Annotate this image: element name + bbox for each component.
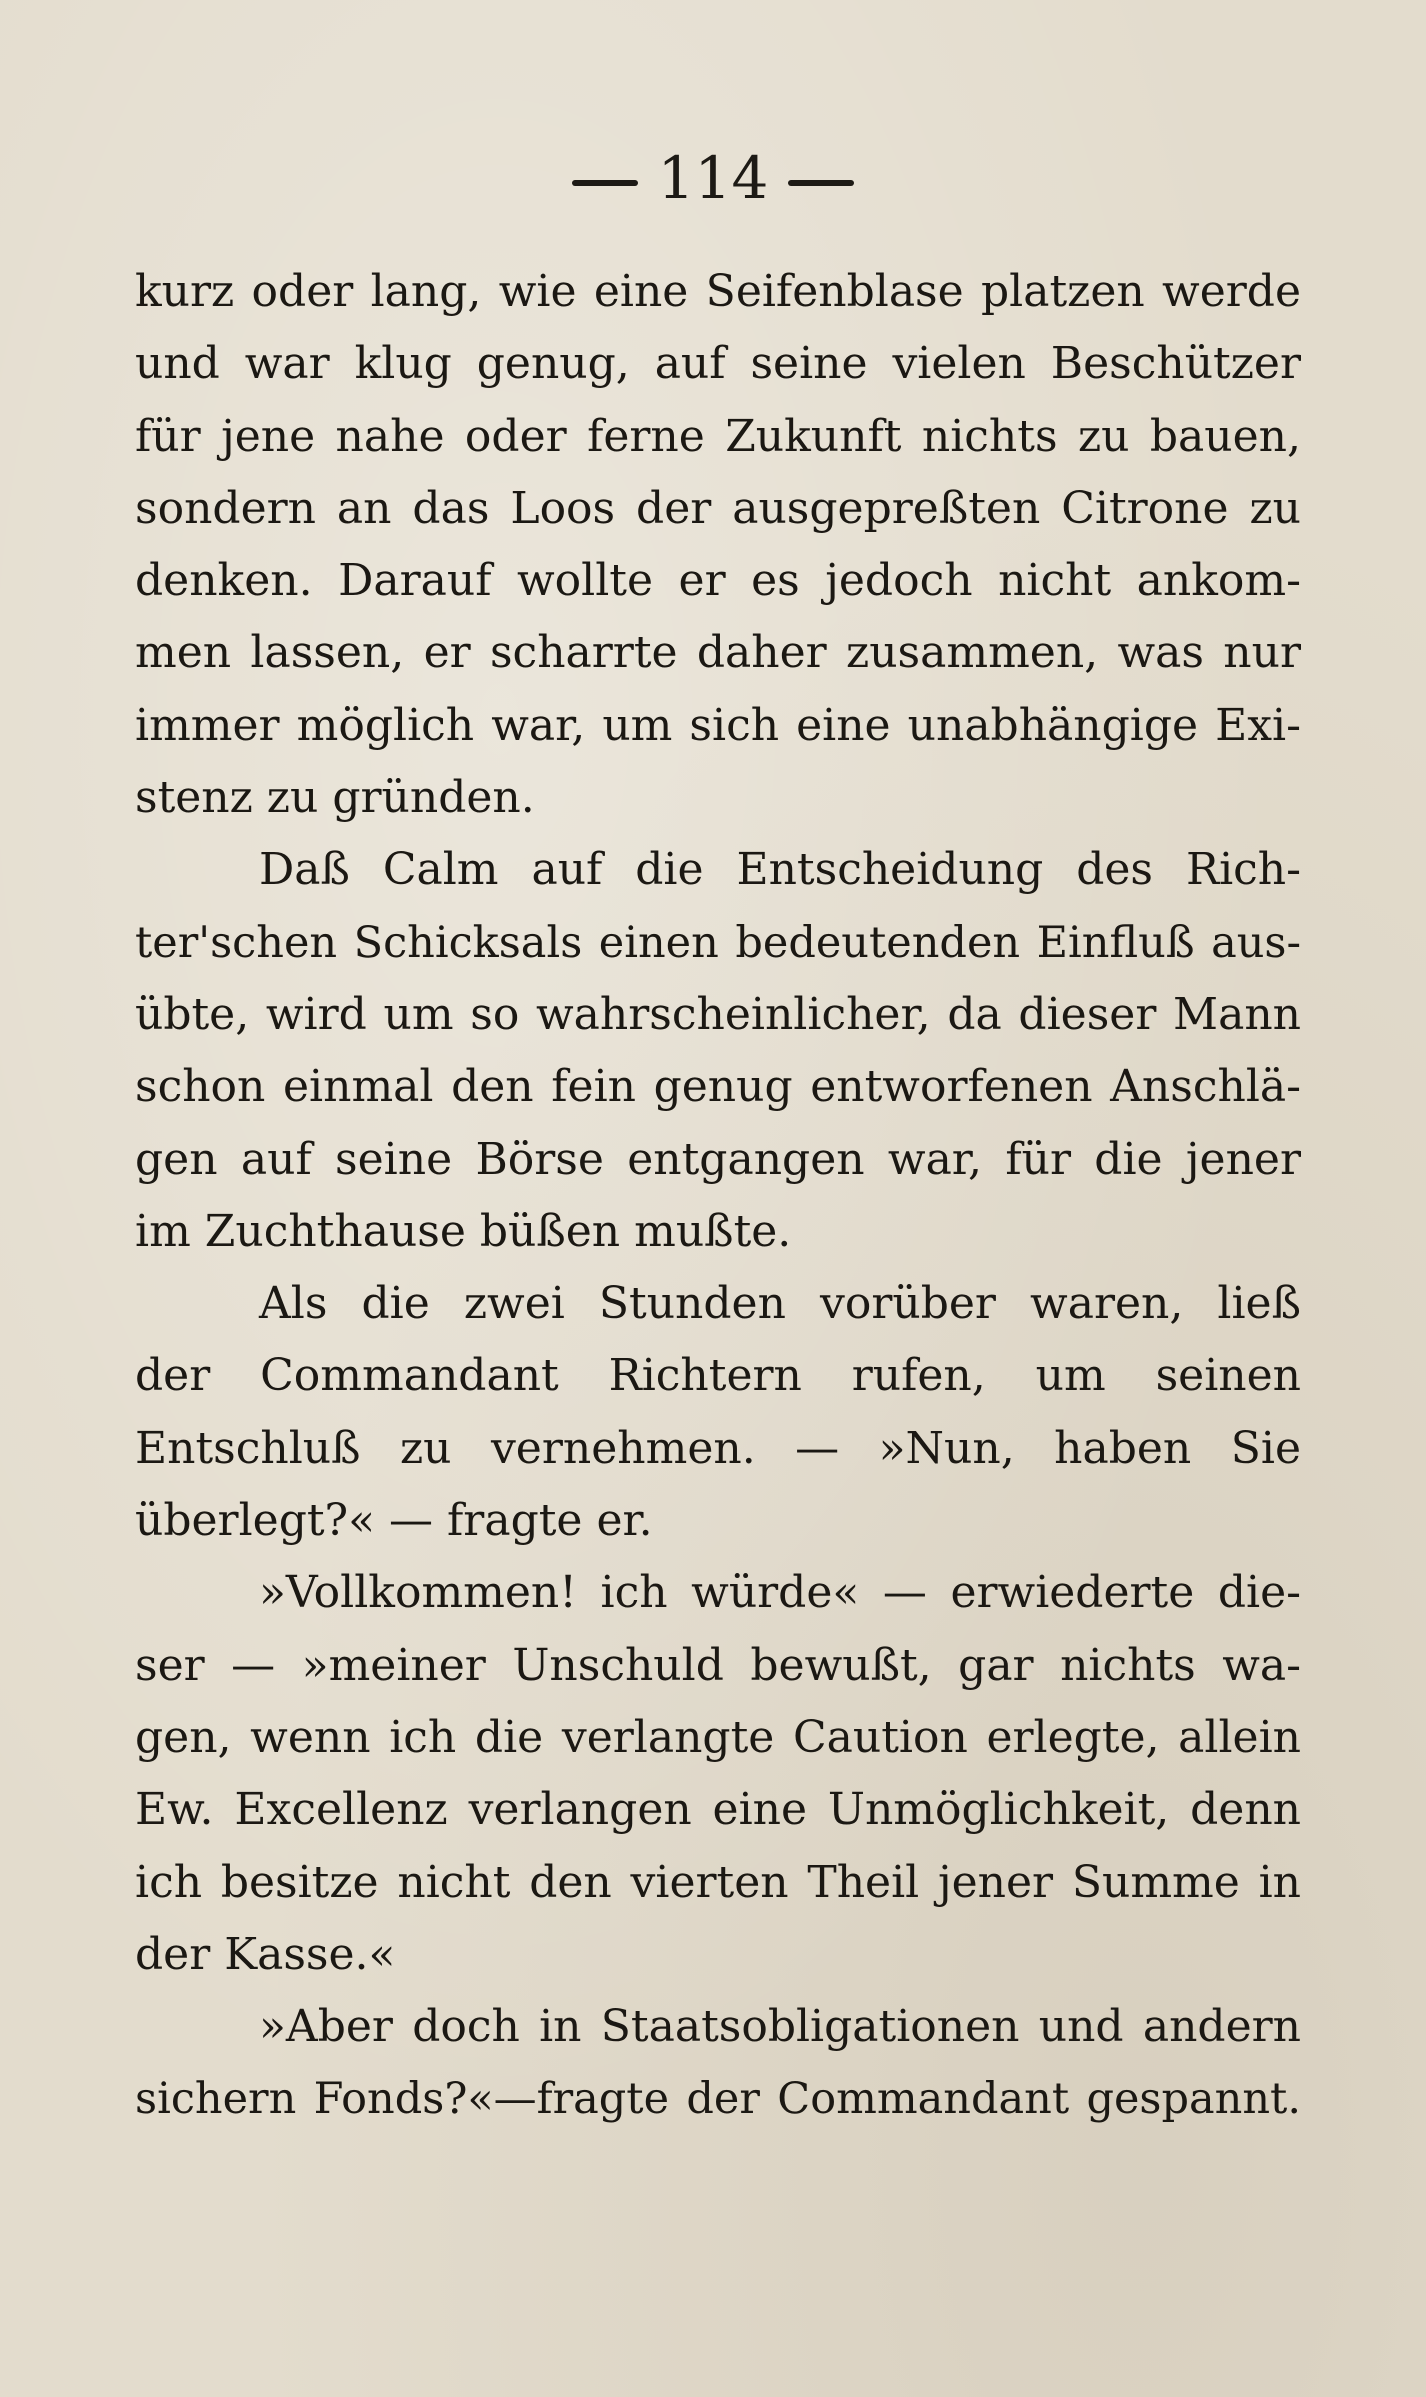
- page-header: [0, 138, 1426, 218]
- text-line: im Zuchthause büßen mußte.: [135, 1205, 792, 1257]
- text-line: Ew. Excellenz verlangen eine Unmöglichkeit, denn: [135, 1784, 1301, 1836]
- text-line: gen auf seine Börse entgangen war, für die jener: [135, 1133, 1301, 1185]
- page-number: 114: [657, 144, 769, 212]
- text-line: und war klug genug, auf seine vielen Beschützer: [135, 338, 1301, 390]
- text-line: immer möglich war, um sich eine unabhängige Exi-: [135, 699, 1301, 751]
- text-line: ter'schen Schicksals einen bedeutenden Einfluß aus-: [135, 917, 1301, 968]
- text-line: gen, wenn ich die verlangte Caution erlegte, allein: [135, 1711, 1301, 1763]
- text-line: stenz zu gründen.: [135, 772, 535, 824]
- text-line: der Kasse.«: [135, 1928, 396, 1980]
- text-line: sondern an das Loos der ausgepreßten Citrone zu: [135, 482, 1301, 534]
- text-line: ser — »meiner Unschuld bewußt, gar nichts wa-: [135, 1639, 1301, 1691]
- text-line: denken. Darauf wollte er es jedoch nicht ankom-: [135, 555, 1301, 607]
- text-line: überlegt?« — fragte er.: [135, 1495, 653, 1547]
- text-line: kurz oder lang, wie eine Seifenblase platzen werde: [135, 266, 1301, 317]
- text-line: für jene nahe oder ferne Zukunft nichts zu bauen,: [135, 410, 1301, 462]
- text-line: sichern Fonds?«—fragte der Commandant gespannt.: [135, 2074, 1301, 2125]
- text-line: Als die zwei Stunden vorüber waren, ließ: [259, 1278, 1301, 1330]
- text-line: Daß Calm auf die Entscheidung des Rich-: [259, 844, 1301, 896]
- text-line: ich besitze nicht den vierten Theil jener Summe in: [135, 1856, 1301, 1908]
- text-line: »Aber doch in Staatsobligationen und andern: [259, 2001, 1301, 2053]
- text-line: Entschluß zu vernehmen. — »Nun, haben Sie: [135, 1422, 1301, 1474]
- header-ornament-right: [788, 180, 854, 186]
- body-text: [135, 256, 1301, 2136]
- text-line: men lassen, er scharrte daher zusammen, was nur: [135, 627, 1301, 679]
- text-line: »Vollkommen! ich würde« — erwiederte die-: [259, 1567, 1301, 1619]
- text-line: schon einmal den fein genug entworfenen Anschlä-: [135, 1061, 1301, 1113]
- header-ornament-left: [572, 180, 638, 186]
- text-line: der Commandant Richtern rufen, um seinen: [135, 1350, 1301, 1402]
- text-line: übte, wird um so wahrscheinlicher, da dieser Mann: [135, 988, 1301, 1040]
